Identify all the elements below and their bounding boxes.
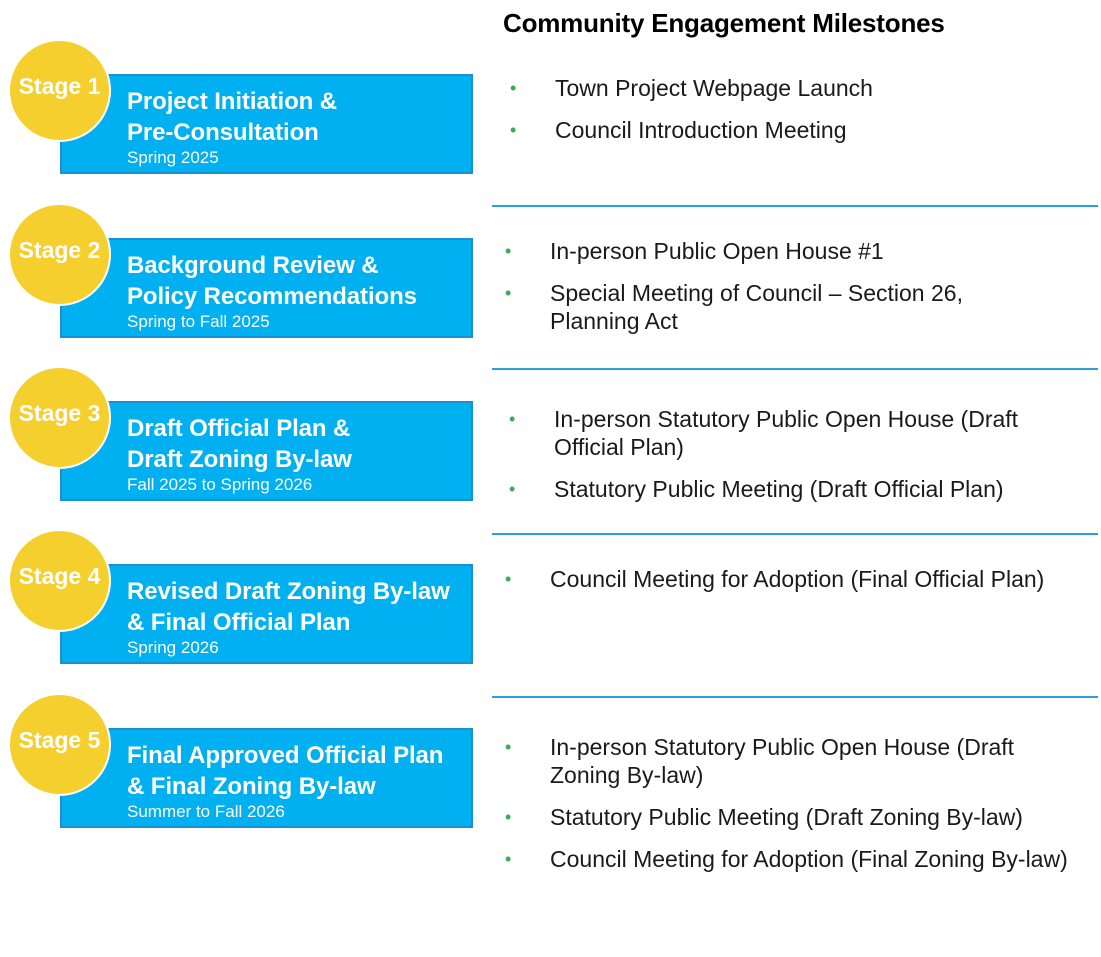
milestone-item: • In-person Statutory Public Open House (Draft Official Plan) — [509, 406, 1019, 460]
milestone-item: • Statutory Public Meeting (Draft Official Plan) — [509, 476, 1004, 502]
stage-box — [60, 401, 473, 501]
bullet-icon: • — [505, 807, 512, 827]
milestone-list-stage-1 — [510, 74, 1070, 158]
bullet-icon: • — [505, 737, 512, 757]
stage-box — [60, 74, 473, 174]
bullet-icon: • — [510, 120, 517, 140]
stage-3 — [0, 329, 490, 494]
bullet-icon: • — [505, 569, 512, 589]
stage-date: Spring 2026 — [127, 638, 219, 657]
milestone-item: • Statutory Public Meeting (Draft Zoning By-law) — [505, 804, 1023, 830]
stage-label: Stage 5 — [18, 727, 101, 753]
bullet-icon: • — [505, 241, 512, 261]
stage-1 — [0, 2, 490, 167]
milestone-list-stage-3 — [509, 405, 1079, 517]
stage-2 — [0, 166, 490, 331]
stage-box — [60, 564, 473, 664]
divider — [492, 533, 1098, 535]
stage-4 — [0, 492, 490, 657]
stage-date: Summer to Fall 2026 — [127, 802, 285, 821]
stage-title: Revised Draft Zoning By-law & Final Official Plan — [127, 578, 450, 636]
divider — [492, 368, 1098, 370]
milestone-item: • Council Introduction Meeting — [510, 117, 847, 143]
stage-circle — [8, 366, 111, 469]
divider — [492, 205, 1098, 207]
divider — [492, 696, 1098, 698]
stage-label: Stage 2 — [18, 237, 101, 263]
stage-label: Stage 1 — [18, 73, 101, 99]
milestone-list-stage-5 — [505, 733, 1085, 887]
milestone-item: • Council Meeting for Adoption (Final Official Plan) — [505, 566, 1045, 592]
stage-date: Spring 2025 — [127, 148, 219, 167]
stage-circle — [8, 693, 111, 796]
milestone-item: • Town Project Webpage Launch — [510, 75, 873, 101]
stage-title: Draft Official Plan & Draft Zoning By-law — [127, 415, 352, 473]
bullet-icon: • — [509, 479, 516, 499]
bullet-icon: • — [509, 409, 516, 429]
stage-title: Project Initiation & Pre-Consultation — [127, 88, 338, 146]
stage-box — [60, 728, 473, 828]
milestone-item: • Special Meeting of Council – Section 26, Planning Act — [505, 280, 963, 334]
milestone-list-stage-4 — [505, 565, 1045, 607]
milestone-list-stage-2 — [505, 237, 1025, 349]
bullet-icon: • — [510, 78, 517, 98]
stage-circle — [8, 529, 111, 632]
stage-box — [60, 238, 473, 338]
stage-label: Stage 3 — [18, 400, 101, 426]
milestone-item: • Council Meeting for Adoption (Final Zoning By-law) — [505, 846, 1068, 872]
bullet-icon: • — [505, 849, 512, 869]
bullet-icon: • — [505, 283, 512, 303]
stage-circle — [8, 39, 111, 142]
milestone-item: • In-person Public Open House #1 — [505, 238, 884, 264]
stage-title: Background Review & Policy Recommendations — [127, 252, 417, 310]
page-title: Community Engagement Milestones — [503, 8, 945, 38]
stage-date: Spring to Fall 2025 — [127, 312, 270, 331]
stage-5 — [0, 656, 490, 821]
stage-circle — [8, 203, 111, 306]
stage-date: Fall 2025 to Spring 2026 — [127, 475, 313, 494]
stage-title: Final Approved Official Plan & Final Zoning By-law — [127, 742, 444, 800]
stage-label: Stage 4 — [18, 563, 101, 589]
milestone-item: • In-person Statutory Public Open House (Draft Zoning By-law) — [505, 734, 1015, 788]
